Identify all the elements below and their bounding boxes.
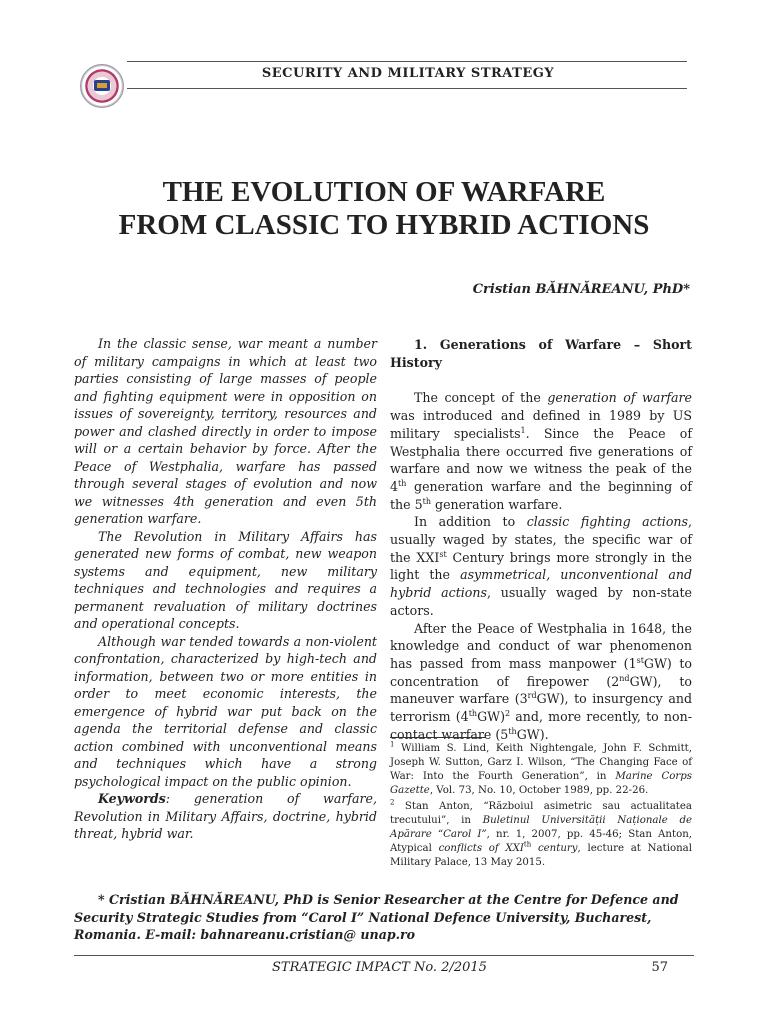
journal-name: STRATEGIC IMPACT No. 2/2015 <box>272 960 487 975</box>
page-number: 57 <box>651 960 668 975</box>
abstract-paragraph: The Revolution in Military Affairs has generated new forms of combat, new weapon systems and equipment, new military techniques and technologies and requires a permanent revaluation of military doctrines and operational concepts. <box>74 528 377 631</box>
abstract <box>74 335 377 843</box>
header-rule-top <box>127 61 687 62</box>
author-affiliation: * Cristian BĂHNĂREANU, PhD is Senior Researcher at the Centre for Defence and Security Strategic Studies from “Carol I” National Defence University, Bucharest, Romania. E-mail: bahnareanu.cristian@ unap.ro <box>74 892 679 942</box>
section-generations-of-warfare <box>390 336 692 743</box>
keywords-text: : generation of warfare, Revolution in Military Affairs, doctrine, hybrid threat, hybrid war. <box>74 791 377 841</box>
footer-rule <box>74 955 694 956</box>
footnote-ref[interactable]: 1 <box>520 425 526 435</box>
footnotes <box>390 742 692 872</box>
body-paragraph: After the Peace of Westphalia in 1648, the knowledge and conduct of war phenomenon has passed from mass manpower (1stGW) to concentration of firepower (2ndGW), to maneuver warfare (3rdGW), to insurgency and terrorism $(4thGW)^2$ and, more recently, to non-contact warfare (5thGW). <box>390 620 692 742</box>
logo-emblem <box>94 80 110 91</box>
keywords <box>74 790 377 843</box>
institution-logo <box>80 64 124 108</box>
article-title-line-1: THE EVOLUTION OF WARFARE <box>162 176 606 208</box>
body-paragraph: In addition to classic fighting actions, usually waged by states, the specific war of the XXIst Century brings more strongly in the light the asymmetrical, unconventional and hybrid actions, usually waged by non-state actors. <box>390 514 693 618</box>
footnote-2: $^2$ Stan Anton, “Războiul asimetric sau actualitatea trecutului”, in Buletinul Universității Naționale de Apărare “Carol I”, nr. 1, 2007, pp. 45-46; Stan Anton, Atypical conflicts of XXIth century, lecture at National Military Palace, 13 May 2015. <box>390 798 692 868</box>
footnote-separator <box>390 737 486 738</box>
abstract-paragraph: In the classic sense, war meant a number of military campaigns in which at least two parties consisting of large masses of people and fighting equipment were in opposition on issues of sovereignty, territory, resources and power and clashed directly in order to impose will or a certain behavior by force. After the Peace of Westphalia, warfare has passed through several stages of evolution and now we witnesses 4th generation and even 5th generation warfare. <box>74 336 377 526</box>
header-rule-bottom <box>127 88 687 89</box>
section-heading: 1. Generations of Warfare – Short History <box>390 337 692 370</box>
author-name: Cristian BĂHNĂREANU, PhD* <box>472 282 690 297</box>
body-paragraph: The concept of the generation of warfare was introduced and defined in 1989 by US military specialists$^1$. Since the Peace of Westphalia there occurred five generations of warfare and now we witness the peak of the 4th generation warfare and the beginning of the 5th generation warfare. <box>390 390 692 512</box>
running-header: SECURITY AND MILITARY STRATEGY <box>261 66 555 81</box>
footnote-ref[interactable]: 2 <box>505 708 511 718</box>
keywords-label: Keywords <box>98 791 166 806</box>
footnote-1: $^1$ William S. Lind, Keith Nightengale, John F. Schmitt, Joseph W. Sutton, Garz I. Wilson, “The Changing Face of War: Into the Fourth Generation”, in Marine Corps Gazette, Vol. 73, No. 10, October 1989, pp. 22-26. <box>390 740 692 796</box>
article-title-line-2: FROM CLASSIC TO HYBRID ACTIONS <box>118 209 650 241</box>
abstract-paragraph: Although war tended towards a non-violent confrontation, characterized by high-tech and information, between two or more entities in order to meet economic interests, the emergence of hybrid war put back on the agenda the territorial defense and classic action combined with unconventional means and techniques which have a strong psychological impact on the public opinion. <box>74 633 377 789</box>
